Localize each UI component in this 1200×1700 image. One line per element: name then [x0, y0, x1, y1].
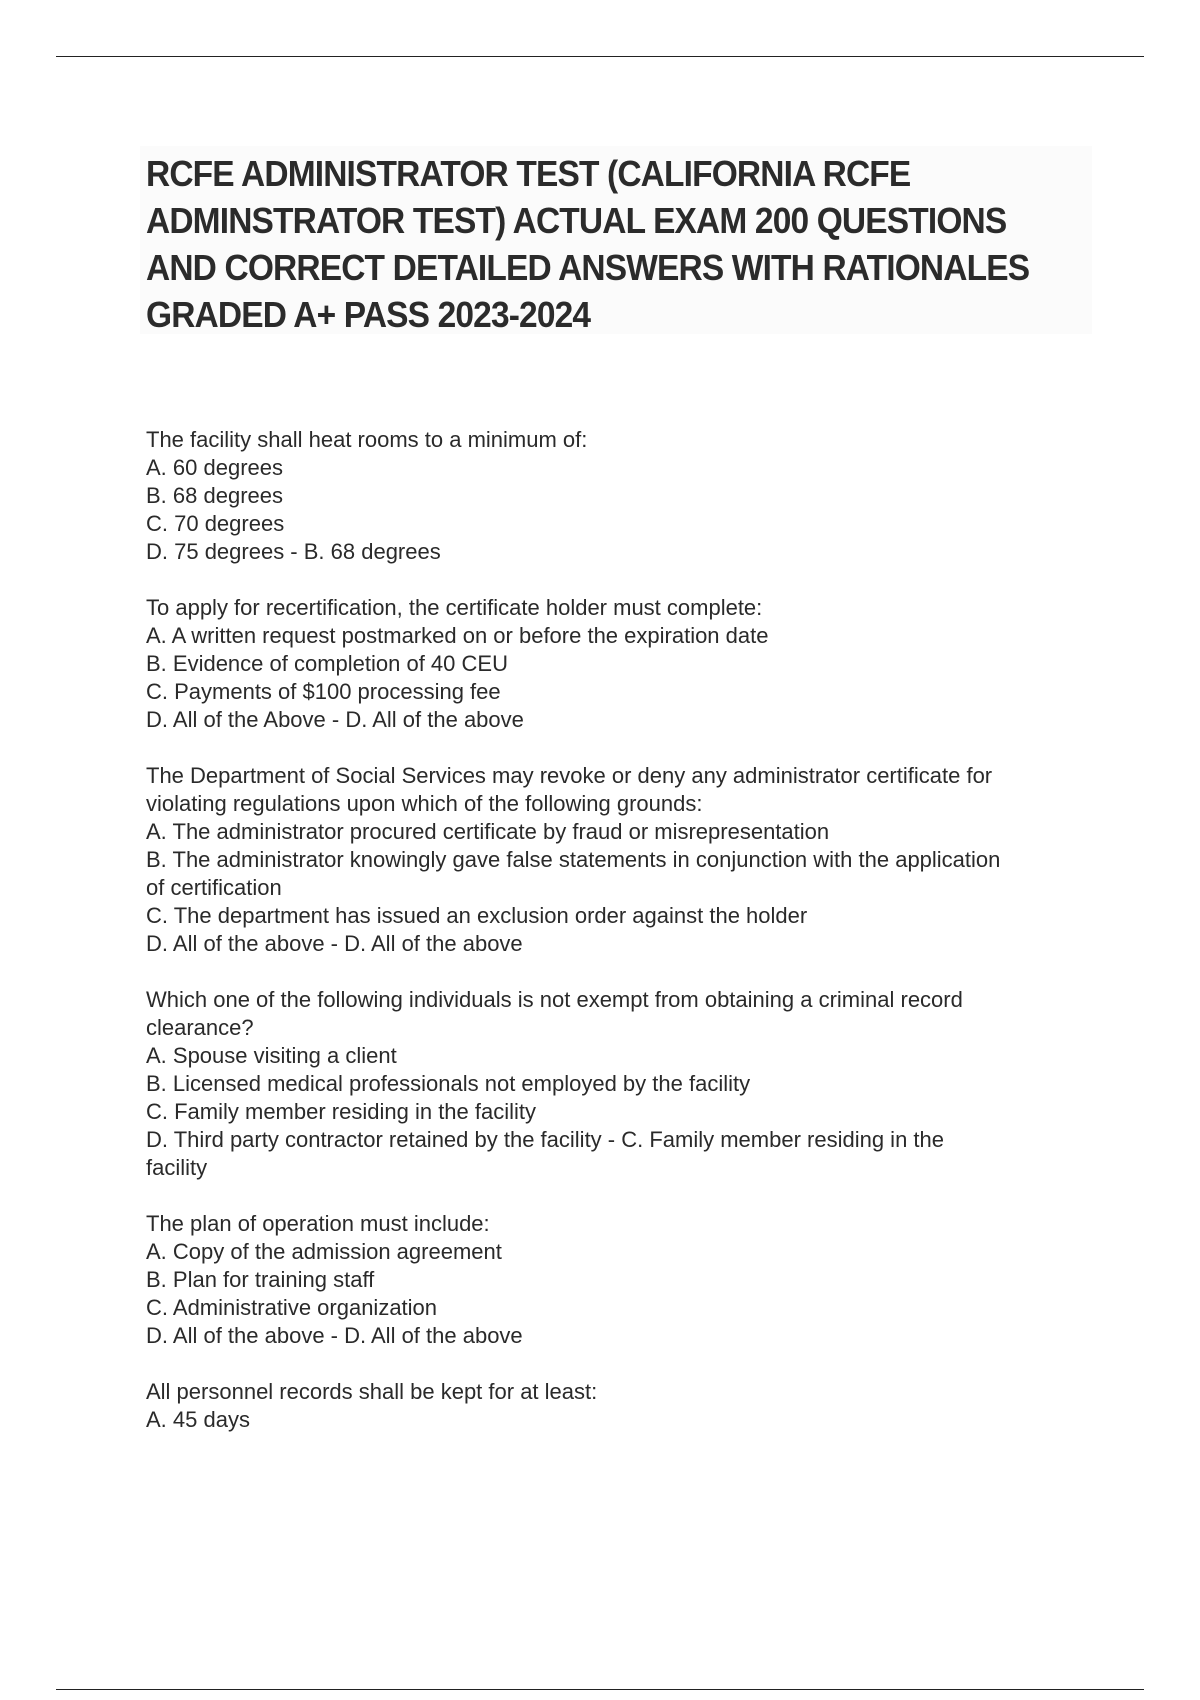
answer-option: C. 70 degrees — [146, 511, 285, 536]
question-text: The plan of operation must include: — [146, 1211, 490, 1236]
answer-option: C. Family member residing in the facility — [146, 1099, 537, 1124]
question-list — [146, 426, 1096, 1462]
answer-option: A. The administrator procured certificate by fraud or misrepresentation — [146, 819, 830, 844]
question-block — [146, 762, 1096, 958]
question-block — [146, 1210, 1096, 1350]
question-block — [146, 1378, 1096, 1434]
answer-option: D. All of the above - D. All of the above — [146, 931, 523, 956]
answer-option: A. 45 days — [146, 1407, 250, 1432]
title-line: AND CORRECT DETAILED ANSWERS WITH RATIONALES — [146, 247, 1030, 288]
answer-option: B. Evidence of completion of 40 CEU — [146, 651, 508, 676]
question-text: To apply for recertification, the certificate holder must complete: — [146, 595, 763, 620]
answer-option: A. Copy of the admission agreement — [146, 1239, 502, 1264]
answer-option: D. All of the Above - D. All of the above — [146, 707, 524, 732]
question-text: All personnel records shall be kept for at least: — [146, 1379, 598, 1404]
question-text: clearance? — [146, 1015, 254, 1040]
answer-option: A. 60 degrees — [146, 455, 283, 480]
answer-option: C. The department has issued an exclusion order against the holder — [146, 903, 808, 928]
answer-option: B. 68 degrees — [146, 483, 283, 508]
question-block — [146, 594, 1096, 734]
title-line: GRADED A+ PASS 2023-2024 — [146, 294, 591, 335]
question-text: Which one of the following individuals is not exempt from obtaining a criminal record — [146, 987, 963, 1012]
top-rule — [56, 56, 1144, 57]
bottom-rule — [56, 1689, 1144, 1690]
answer-option: of certification — [146, 875, 282, 900]
question-text: The Department of Social Services may revoke or deny any administrator certificate for — [146, 763, 993, 788]
question-text: The facility shall heat rooms to a minimum of: — [146, 427, 588, 452]
answer-option: D. All of the above - D. All of the above — [146, 1323, 523, 1348]
answer-option: A. Spouse visiting a client — [146, 1043, 397, 1068]
answer-option: D. Third party contractor retained by the facility - C. Family member residing in the — [146, 1127, 945, 1152]
answer-option: B. The administrator knowingly gave false statements in conjunction with the application — [146, 847, 1001, 872]
question-text: violating regulations upon which of the following grounds: — [146, 791, 703, 816]
answer-option: D. 75 degrees - B. 68 degrees — [146, 539, 441, 564]
question-block — [146, 986, 1096, 1182]
answer-option: A. A written request postmarked on or before the expiration date — [146, 623, 769, 648]
title-line: RCFE ADMINISTRATOR TEST (CALIFORNIA RCFE — [146, 153, 911, 194]
answer-option: B. Licensed medical professionals not employed by the facility — [146, 1071, 751, 1096]
question-block — [146, 426, 1096, 566]
answer-option: C. Payments of $100 processing fee — [146, 679, 501, 704]
title-block — [140, 146, 1092, 334]
answer-option: facility — [146, 1155, 208, 1180]
title-line: ADMINSTRATOR TEST) ACTUAL EXAM 200 QUESTIONS — [146, 200, 1007, 241]
answer-option: C. Administrative organization — [146, 1295, 438, 1320]
answer-option: B. Plan for training staff — [146, 1267, 375, 1292]
document-title — [146, 146, 1030, 338]
